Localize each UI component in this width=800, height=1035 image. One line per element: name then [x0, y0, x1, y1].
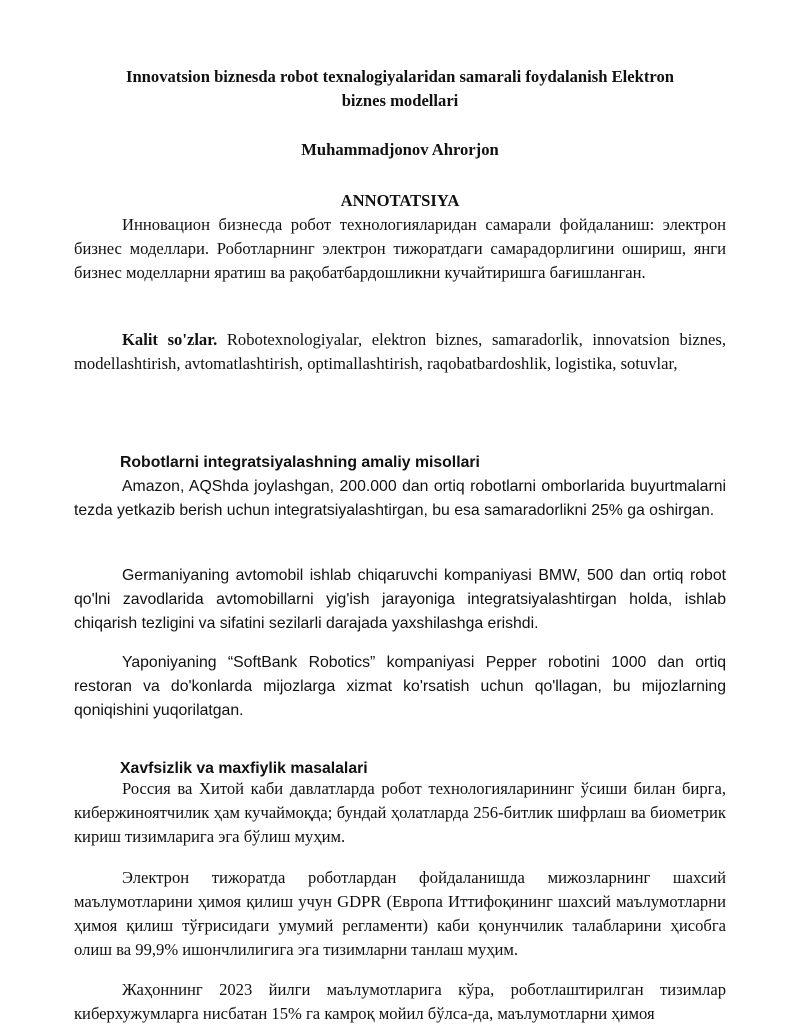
keywords-text: Robotexnologiyalar, elektron biznes, samaradorlik, innovatsion biznes, modellashtirish, avtomatlashtirish, optimallashtirish, raqobatbardoshlik, logistika, sotuvlar,: [74, 330, 726, 373]
keywords-paragraph: [74, 328, 726, 376]
author-name: Muhammadjonov Ahrorjon: [301, 140, 499, 159]
paragraph-cybercrime: Россия ва Хитой каби давлатларда робот технологияларининг ўсиши билан бирга, кибержиноятчилик ҳам кучаймоқда; бундай ҳолатларда 256-битлик шифрлаш ва биометрик кириш тизимларига эга бўлиш муҳим.: [74, 779, 726, 846]
title-line-1: Innovatsion biznesda robot texnalogiyalaridan samarali foydalanish Elektron: [126, 67, 674, 86]
document-page: [74, 0, 726, 1035]
annotation-heading: ANNOTATSIYA: [340, 191, 460, 210]
section-heading-integration: Robotlarni integratsiyalashning amaliy misollari: [120, 454, 480, 471]
paragraph-statistics: Жаҳоннинг 2023 йилги маълумотларига кўра, роботлаштирилган тизимлар киберхужумларга нисбатан 15% га камроқ мойил бўлса-да, маълумотларни ҳимоя: [74, 980, 726, 1023]
paragraph-gdpr: Электрон тижоратда роботлардан фойдаланишда мижозларнинг шахсий маълумотларини ҳимоя қилиш учун GDPR (Европа Иттифоқининг шахсий маълумотларни ҳимоя қилиш тўғрисидаги умумий регламенти) каби қонунчилик талабларини ҳисобга олиш ва 99,9% ишончлилигига эга тизимларни танлаш муҳим.: [74, 868, 726, 959]
annotation-text: Инновацион бизнесда робот технологияларидан самарали фойдаланиш: электрон бизнес моделлари. Роботларнинг электрон тижоратдаги самарадорлигини ошириш, янги бизнес моделларни яратиш ва рақобатбардошликни кучайтиришга бағишланган.: [74, 215, 726, 282]
keywords-label: Kalit so'zlar.: [122, 330, 218, 349]
paragraph-bmw: Germaniyaning avtomobil ishlab chiqaruvchi kompaniyasi BMW, 500 dan ortiq robot qo'lni zavodlarida avtomobillarni yig'ish jarayoniga integratsiyalashtirgan holda, ishlab chiqarish tezligini va sifatini sezilarli darajada yaxshilashga erishdi.: [74, 567, 726, 632]
paper-title: [74, 65, 726, 113]
paragraph-softbank: Yaponiyaning “SoftBank Robotics” kompaniyasi Pepper robotini 1000 dan ortiq restoran va do'konlarda mijozlarga xizmat ko'rsatish uchun qo'llagan, bu mijozlarning qoniqishini yuqorilatgan.: [74, 654, 726, 719]
section-heading-security: Xavfsizlik va maxfiylik masalalari: [120, 760, 368, 777]
paragraph-amazon: Amazon, AQShda joylashgan, 200.000 dan ortiq robotlarni omborlarida buyurtmalarni tezda yetkazib berish uchun integratsiyalashtirgan, bu esa samaradorlikni 25% ga oshirgan.: [74, 478, 726, 519]
title-line-2: biznes modellari: [341, 91, 459, 110]
